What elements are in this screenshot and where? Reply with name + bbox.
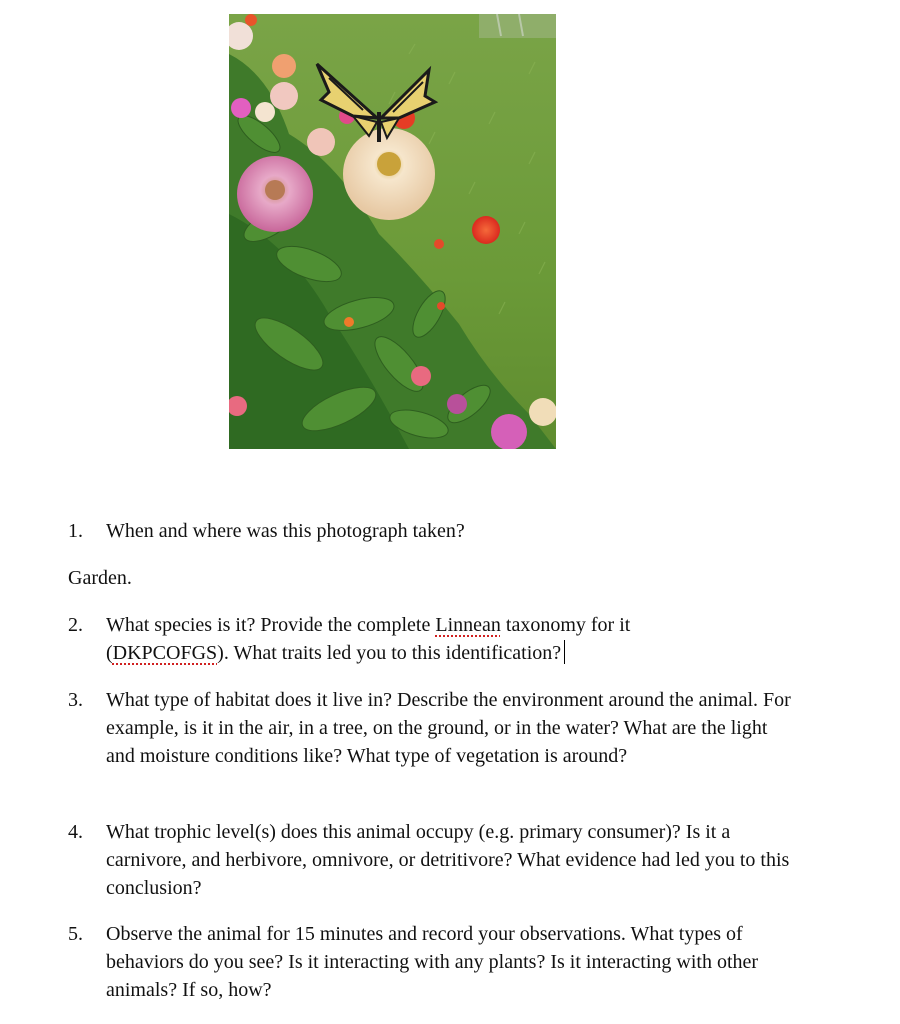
question-number: 1.: [68, 520, 83, 542]
misspelled-word[interactable]: Linnean: [435, 614, 501, 636]
question-number: 5.: [68, 923, 83, 945]
question-2: [68, 611, 748, 667]
question-3: [68, 686, 798, 770]
text-cursor: [564, 640, 565, 664]
question-text[interactable]: [106, 611, 748, 667]
question-text-part: taxonomy for it (: [106, 614, 631, 664]
question-text: Observe the animal for 15 minutes and record your observations. What types of behaviors do you see? Is it interacting with any plants? Is it interacting with other animals? If so, how?: [106, 923, 759, 1001]
question-number: 2.: [68, 614, 83, 636]
answer-1[interactable]: Garden.: [68, 567, 132, 589]
butterfly-on-zinnias-photo-icon: [229, 14, 556, 449]
question-text-part: What species is it? Provide the complete: [106, 614, 436, 636]
question-number: 4.: [68, 821, 83, 843]
question-text: What type of habitat does it live in? Describe the environment around the animal. For example, is it in the air, in a tree, on the ground, or in the water? What are the light and moisture conditions like? What type of vegetation is around?: [106, 689, 791, 767]
question-text: When and where was this photograph taken?: [106, 520, 465, 542]
question-4: [68, 818, 798, 902]
question-text: What trophic level(s) does this animal occupy (e.g. primary consumer)? Is it a carnivore, and herbivore, omnivore, or detritivore? What evidence had led you to this conclusion?: [106, 821, 790, 899]
misspelled-word[interactable]: DKPCOFGS: [112, 642, 218, 664]
question-text-part: ). What traits led you to this identification?: [217, 642, 562, 664]
question-5: [68, 920, 768, 1004]
question-number: 3.: [68, 689, 83, 711]
question-1: [68, 517, 808, 545]
butterfly-photo: [229, 14, 556, 449]
